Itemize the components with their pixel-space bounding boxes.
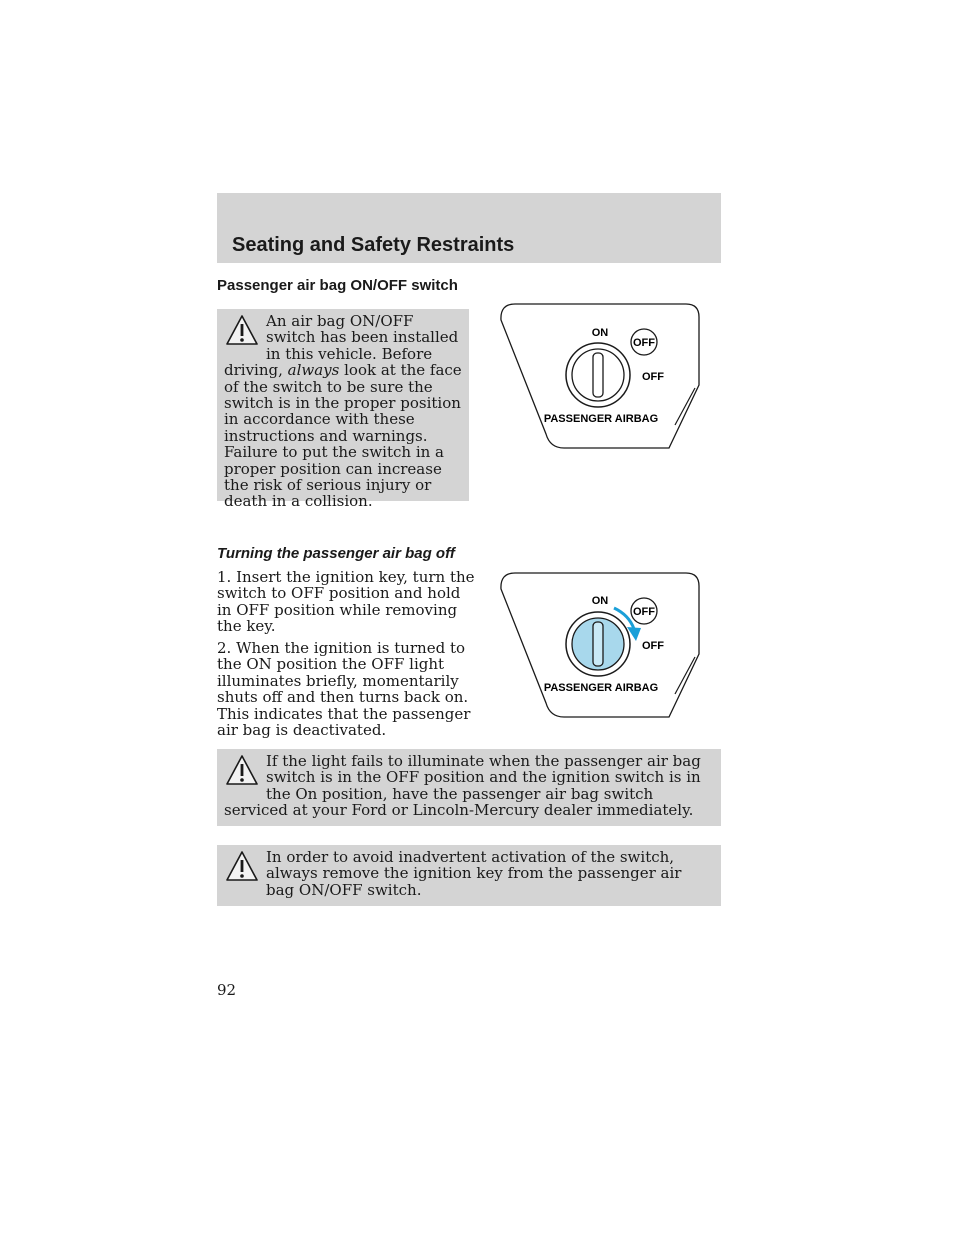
step-2-text: 2. When the ignition is turned to the ON position the OFF light illuminates briefly, momentarily shuts off and then turns back on. This indicates that the passenger air bag is deactivated. <box>217 639 471 740</box>
warning-text: If the light fails to illuminate when the passenger air bag switch is in the OFF position and the ignition switch is in the On position, have the passenger air bag switch serviced at your Ford or Lincoln-Mercury dealer immediately. <box>224 752 701 820</box>
airbag-switch-off-figure <box>499 571 703 721</box>
off-position-label: OFF <box>642 640 664 652</box>
section-heading-switch: Passenger air bag ON/OFF switch <box>217 277 458 294</box>
off-lamp-label: OFF <box>633 337 655 349</box>
section-header-band <box>217 193 721 263</box>
on-position-label: ON <box>591 327 609 339</box>
warning-text-part2: look at the face of the switch to be sure the switch is in the proper position in accordance with these instructions and warnings. Failure to put the switch in a proper position can increase the risk of serious injury or death in a collision. <box>224 361 462 511</box>
warning-triangle-icon <box>224 849 260 883</box>
airbag-switch-figure <box>499 302 703 452</box>
off-position-label: OFF <box>642 371 664 383</box>
page-number: 92 <box>217 981 237 999</box>
off-lamp-label: OFF <box>633 606 655 618</box>
warning-text-part1: An air bag ON/OFF switch has been installed in this vehicle. Before driving, <box>224 312 459 380</box>
on-position-label: ON <box>591 595 609 607</box>
step-1-text: 1. Insert the ignition key, turn the switch to OFF position and hold in OFF position while removing the key. <box>217 568 475 636</box>
section-heading-turning-off: Turning the passenger air bag off <box>217 545 455 562</box>
warning-box-remove-key <box>217 845 721 906</box>
passenger-airbag-label: PASSENGER AIRBAG <box>543 413 659 425</box>
warning-box-switch <box>217 309 469 511</box>
key-slot <box>593 622 603 666</box>
page-title: Seating and Safety Restraints <box>232 234 515 256</box>
warning-box-light-failure <box>217 749 721 826</box>
passenger-airbag-label: PASSENGER AIRBAG <box>543 682 659 694</box>
warning-triangle-icon <box>224 313 260 347</box>
warning-text-emphasis: always <box>287 361 340 380</box>
key-slot <box>593 353 603 397</box>
warning-text: In order to avoid inadvertent activation of the switch, always remove the ignition key from the passenger air bag ON/OFF switch. <box>266 848 682 899</box>
warning-triangle-icon <box>224 753 260 787</box>
